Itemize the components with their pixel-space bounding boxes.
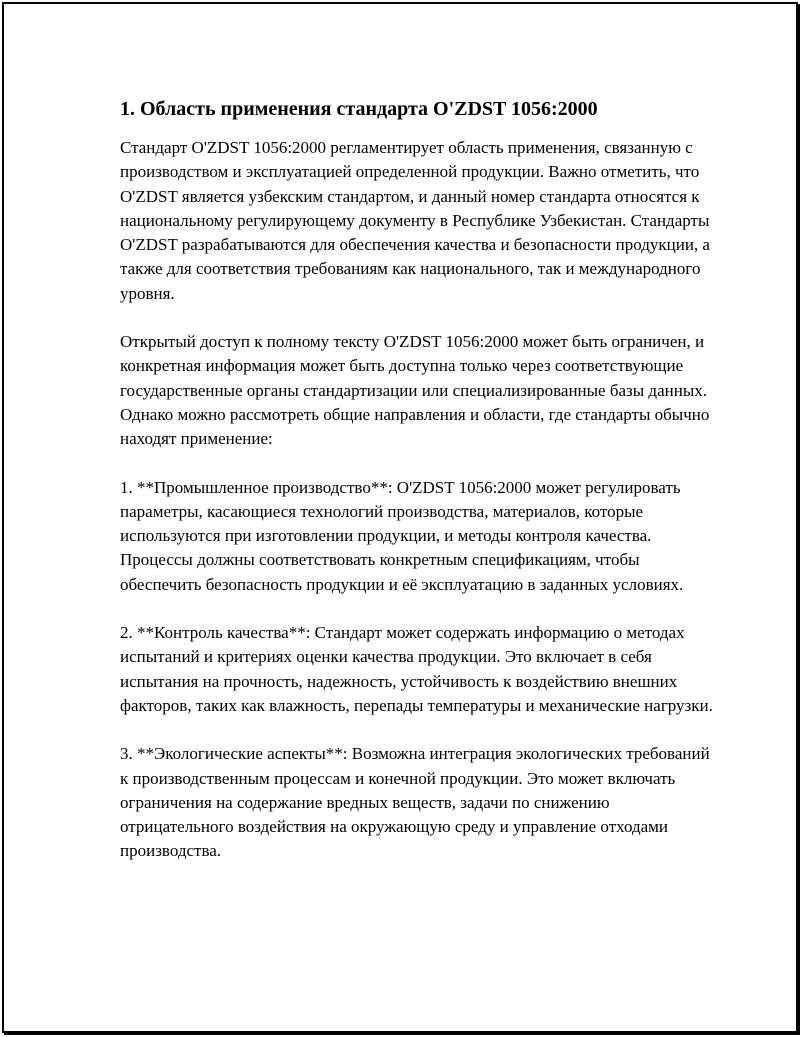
section-heading: 1. Область применения стандарта O'ZDST 1056:2000 (120, 98, 598, 120)
list-item-quality-control: 2. **Контроль качества**: Стандарт может содержать информацию о методах испытаний и критериях оценки качества продукции. Это включает в себя испытания на прочность, надежность, устойчивость к воздействию внешних факторов, таких как влажность, перепады температуры и механические нагрузки. (120, 623, 713, 715)
list-item-ecological-aspects: 3. **Экологические аспекты**: Возможна интеграция экологических требований к производственным процессам и конечной продукции. Это может включать ограничения на содержание вредных веществ, задачи по снижению отрицательного воздействия на окружающую среду и управление отходами производства. (120, 744, 710, 861)
document-body (120, 96, 720, 888)
intro-paragraph: Стандарт O'ZDST 1056:2000 регламентирует область применения, связанную с производством и эксплуатацией определенной продукции. Важно отметить, что O'ZDST является узбекским стандартом, и данный номер стандарта относятся к национальному регулирующему документу в Республике Узбекистан. Стандарты O'ZDST разрабатываются для обеспечения качества и безопасности продукции, а также для соответствия требованиям как национального, так и международного уровня. (120, 138, 710, 303)
access-paragraph: Открытый доступ к полному тексту O'ZDST 1056:2000 может быть ограничен, и конкретная информация может быть доступна только через соответствующие государственные органы стандартизации или специализированные базы данных. Однако можно рассмотреть общие направления и области, где стандарты обычно находят применение: (120, 332, 710, 449)
document-page (2, 2, 798, 1033)
list-item-industrial-production: 1. **Промышленное производство**: O'ZDST 1056:2000 может регулировать параметры, касающиеся технологий производства, материалов, которые используются при изготовлении продукции, и методы контроля качества. Процессы должны соответствовать конкретным спецификациям, чтобы обеспечить безопасность продукции и её эксплуатацию в заданных условиях. (120, 477, 684, 594)
